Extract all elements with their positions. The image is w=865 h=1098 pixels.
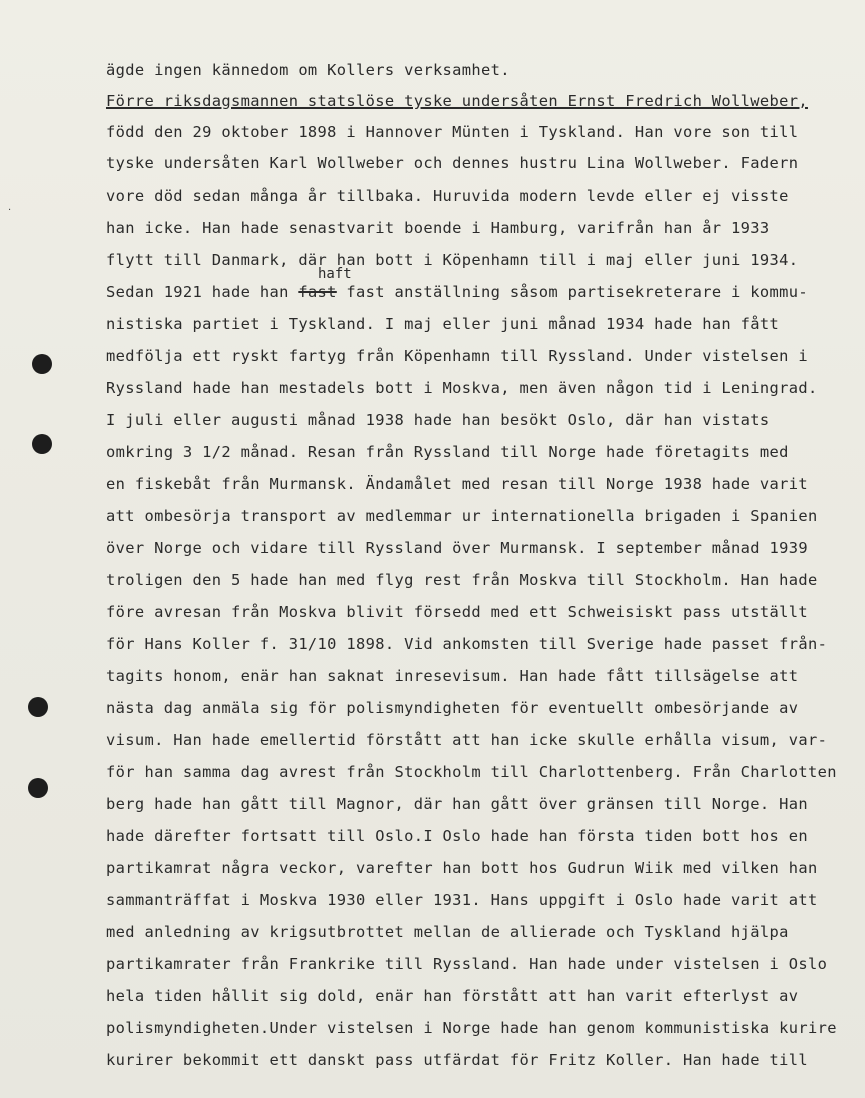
text-line: med anledning av krigsutbrottet mellan de allierade och Tyskland hjälpa — [106, 923, 789, 941]
text-line: Sedan 1921 hade han fast fast anställning såsom partisekreterare i kommu- — [106, 283, 808, 301]
text-line: en fiskebåt från Murmansk. Ändamålet med resan till Norge 1938 hade varit — [106, 475, 808, 493]
text-line: hade därefter fortsatt till Oslo.I Oslo hade han första tiden bott hos en — [106, 827, 808, 845]
text-line: nistiska partiet i Tyskland. I maj eller juni månad 1934 hade han fått — [106, 315, 780, 333]
text-line: troligen den 5 hade han med flyg rest från Moskva till Stockholm. Han hade — [106, 571, 818, 589]
text-line: berg hade han gått till Magnor, där han gått över gränsen till Norge. Han — [106, 795, 808, 813]
text-line: före avresan från Moskva blivit försedd med ett Schweisiskt pass utställt — [106, 603, 808, 621]
text-line: tagits honom, enär han saknat inresevisum. Han hade fått tillsägelse att — [106, 667, 799, 685]
binder-hole — [32, 434, 52, 454]
text-line: Ryssland hade han mestadels bott i Moskva, men även någon tid i Leningrad. — [106, 379, 818, 397]
handwritten-insertion: haft — [318, 266, 352, 282]
text-line: visum. Han hade emellertid förstått att han icke skulle erhålla visum, var- — [106, 731, 828, 749]
binder-hole — [28, 778, 48, 798]
text-line: polismyndigheten.Under vistelsen i Norge hade han genom kommunistiska kurire — [106, 1019, 837, 1037]
text-line: ägde ingen kännedom om Kollers verksamhet. — [106, 61, 510, 79]
binder-hole — [28, 697, 48, 717]
struck-word: fast — [298, 283, 337, 301]
text-line: vore död sedan många år tillbaka. Huruvida modern levde eller ej visste — [106, 187, 789, 205]
text-line: I juli eller augusti månad 1938 hade han besökt Oslo, där han vistats — [106, 411, 770, 429]
text-line: partikamrat några veckor, varefter han bott hos Gudrun Wiik med vilken han — [106, 859, 818, 877]
text-line: för han samma dag avrest från Stockholm till Charlottenberg. Från Charlotten — [106, 763, 837, 781]
text-line: omkring 3 1/2 månad. Resan från Ryssland till Norge hade företagits med — [106, 443, 789, 461]
text-line: sammanträffat i Moskva 1930 eller 1931. Hans uppgift i Oslo hade varit att — [106, 891, 818, 909]
text-line: över Norge och vidare till Ryssland över Murmansk. I september månad 1939 — [106, 539, 808, 557]
text-line: tyske undersåten Karl Wollweber och dennes hustru Lina Wollweber. Fadern — [106, 154, 799, 172]
text-line: kurirer bekommit ett danskt pass utfärdat för Fritz Koller. Han hade till — [106, 1051, 808, 1069]
text-line: han icke. Han hade senastvarit boende i Hamburg, varifrån han år 1933 — [106, 219, 770, 237]
text-line: nästa dag anmäla sig för polismyndigheten för eventuellt ombesörjande av — [106, 699, 799, 717]
binder-hole — [32, 354, 52, 374]
text-line: att ombesörja transport av medlemmar ur internationella brigaden i Spanien — [106, 507, 818, 525]
text-line: partikamrater från Frankrike till Ryssland. Han hade under vistelsen i Oslo — [106, 955, 828, 973]
text-line: hela tiden hållit sig dold, enär han förstått att han varit efterlyst av — [106, 987, 799, 1005]
text-line: för Hans Koller f. 31/10 1898. Vid ankomsten till Sverige hade passet från- — [106, 635, 828, 653]
text-line: medfölja ett ryskt fartyg från Köpenhamn till Ryssland. Under vistelsen i — [106, 347, 808, 365]
text-line: född den 29 oktober 1898 i Hannover Münten i Tyskland. Han vore son till — [106, 123, 799, 141]
text-line-underlined: Förre riksdagsmannen statslöse tyske undersåten Ernst Fredrich Wollweber, — [106, 92, 808, 110]
text-line: flytt till Danmark, där han bott i Köpenhamn till i maj eller juni 1934. — [106, 251, 799, 269]
margin-mark: . — [8, 202, 12, 213]
